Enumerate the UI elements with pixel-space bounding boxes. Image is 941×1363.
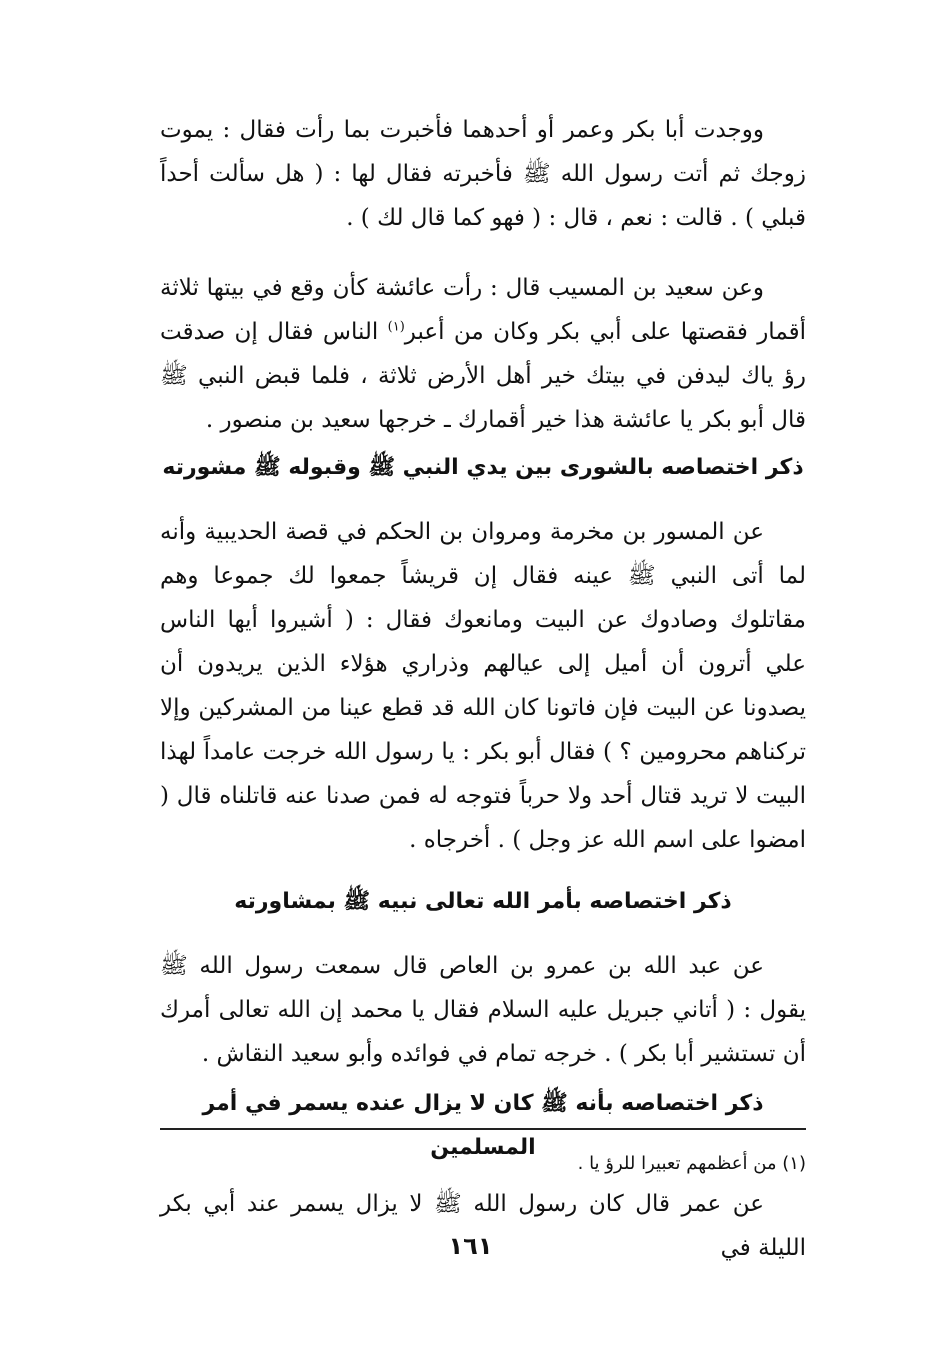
page-body [160, 108, 806, 1270]
paragraph-5: عن عمر قال كان رسول الله ﷺ لا يزال يسمر عند أبي بكر الليلة في [160, 1191, 806, 1261]
page-number: ١٦١ [448, 1232, 493, 1260]
section-heading-night-talk: ذكر اختصاصه بأنه ﷺ كان لا يزال عنده يسمر في أمر المسلمين [202, 1091, 764, 1160]
section-heading-shura: ذكر اختصاصه بالشورى بين يدي النبي ﷺ وقبوله ﷺ مشورته [162, 455, 804, 480]
section-heading-consultation: ذكر اختصاصه بأمر الله تعالى نبيه ﷺ بمشاورته [234, 889, 732, 914]
footnote-divider [160, 1128, 806, 1130]
footnote: (١) من أعظمهم تعبيرا للرؤ يا . [577, 1153, 806, 1174]
paragraph-2: وعن سعيد بن المسيب قال : رأت عائشة كأن وقع في بيتها ثلاثة أقمار فقصتها على أبي بكر وكان من أعبر$^{(١)}$ الناس فقال إن صدقت رؤ ياك ليدفن في بيتك خير أهل الأرض ثلاثة ، فلما قبض النبي ﷺ قال أبو بكر يا عائشة هذا خير أقمارك ـ خرجها سعيد بن منصور . [160, 275, 806, 433]
paragraph-1: ووجدت أبا بكر وعمر أو أحدهما فأخبرت بما رأت فقال : يموت زوجك ثم أتت رسول الله ﷺ فأخبرته فقال لها : ( هل سألت أحداً قبلي ) . قالت : نعم ، قال : ( فهو كما قال لك ) . [160, 117, 806, 231]
footnote-marker: (١) [387, 319, 405, 335]
paragraph-4: عن عبد الله بن عمرو بن العاص قال سمعت رسول الله ﷺ يقول : ( أتاني جبريل عليه السلام فقال يا محمد إن الله تعالى أمرك أن تستشير أبا بكر ) . خرجه تمام في فوائده وأبو سعيد النقاش . [160, 953, 806, 1067]
paragraph-3: عن المسور بن مخرمة ومروان بن الحكم في قصة الحديبية وأنه لما أتى النبي ﷺ عينه فقال إن قريشاً جمعوا لك جموعا وهم مقاتلوك وصادوك عن البيت ومانعوك فقال : ( أشيروا أيها الناس علي أترون أن أميل إلى عيالهم وذراري هؤلاء الذين يريدون أن يصدونا عن البيت فإن فاتونا كان الله قد قطع عينا من المشركين وإلا تركناهم محرومين ؟ ) فقال أبو بكر : يا رسول الله خرجت عامداً لهذا البيت لا تريد قتال أحد ولا حرباً فتوجه له فمن صدنا عنه قاتلناه قال ( امضوا على اسم الله عز وجل ) . أخرجاه . [160, 519, 806, 853]
